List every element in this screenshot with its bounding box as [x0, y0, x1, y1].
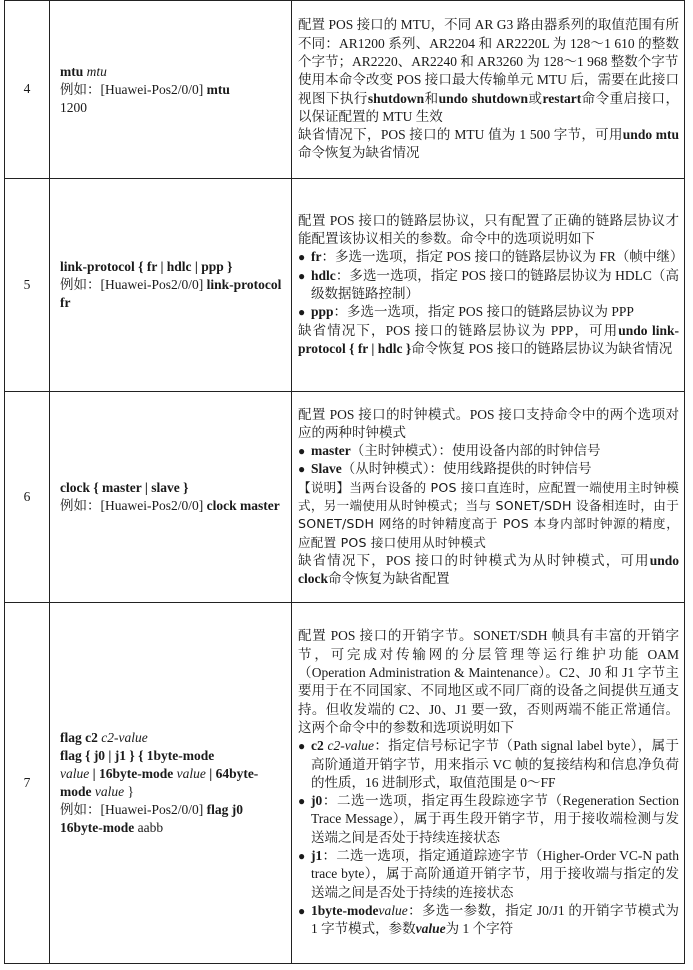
option-text: ：二选一选项，指定再生段踪迹字节（Regeneration Section Trace Message），属于再生段开销字节，用于接收端检测与发送端之间是否处于持续连接状态: [311, 793, 679, 845]
inline-command: undo clock: [298, 552, 679, 587]
text-run: 和: [424, 90, 439, 106]
example-prefix: 例如：[Huawei-Pos2/0/0]: [60, 277, 204, 292]
list-item: [298, 442, 679, 460]
table-row: [5, 603, 685, 964]
row-number: 5: [5, 179, 50, 392]
command-table: [4, 0, 685, 964]
list-item: [298, 303, 679, 321]
option-key: j1: [311, 848, 323, 864]
command-keyword: | 16byte-mode: [89, 766, 177, 781]
option-text: 为 1 个字符: [445, 921, 514, 937]
option-list: [298, 737, 679, 938]
description-paragraph: [298, 552, 679, 589]
list-item: [298, 267, 679, 304]
command-keyword: mtu: [60, 63, 84, 79]
bullet-icon: ●: [298, 250, 306, 265]
text-run: 或: [528, 90, 543, 106]
description-paragraph: [298, 322, 679, 359]
text-run: 命令恢复为缺省情况: [298, 145, 420, 161]
list-item: [298, 902, 679, 939]
option-key: c2: [311, 738, 324, 754]
example-command: clock master: [206, 498, 280, 513]
inline-command: restart: [542, 90, 582, 106]
option-text: ：多选一参数，指定 J0/J1 的开销字节模式为 1 字节模式，参数: [311, 902, 679, 937]
command-cell: [50, 179, 292, 392]
example-command: flag j0 16byte-mode: [60, 802, 243, 835]
command-keyword: flag { j0 | j1 } { 1byte-mode: [60, 748, 215, 763]
inline-command: undo shutdown: [438, 90, 529, 106]
row-number: 4: [5, 1, 50, 179]
list-item: [298, 248, 684, 266]
example-prefix: 例如：[Huawei-Pos2/0/0]: [60, 498, 204, 513]
description-paragraph: 配置 POS 接口的时钟模式。POS 接口支持命令中的两个选项对应的两种时钟模式: [298, 406, 679, 440]
option-text: ：多选一选项，指定 POS 接口的链路层协议为 PPP: [333, 304, 634, 320]
option-key: j0: [311, 793, 323, 809]
text-run: 缺省情况下，POS 接口的 MTU 值为 1 500 字节，可用: [298, 127, 623, 143]
command-keyword: | 64byte-: [205, 766, 259, 781]
command-keyword: flag c2: [60, 730, 98, 745]
text-run: 缺省情况下，POS 接口的链路层协议为 PPP，可用: [298, 322, 619, 338]
example-prefix: 例如：[Huawei-Pos2/0/0]: [60, 81, 204, 97]
description-cell: [292, 179, 685, 392]
option-text: （主时钟模式）：使用设备内部的时钟信号: [350, 443, 601, 459]
bullet-icon: ●: [298, 794, 306, 809]
option-text: ：多选一选项，指定 POS 接口的链路层协议为 HDLC（高级数据链路控制）: [311, 267, 679, 301]
table-row: [5, 1, 685, 179]
list-item: [298, 847, 679, 902]
description-cell: [292, 603, 685, 964]
inline-command: undo mtu: [622, 127, 680, 143]
option-text: ：多选一选项，指定 POS 接口的链路层协议为 FR（帧中继）: [321, 249, 684, 265]
option-key: 1byte-mode: [311, 902, 379, 918]
option-key: hdlc: [311, 267, 336, 283]
text-run: 命令重启接口，以保证配置的 MTU 生效: [298, 90, 680, 124]
bullet-icon: ●: [298, 305, 306, 320]
command-keyword: mode: [60, 784, 95, 799]
text-run: 命令恢复为缺省配置: [328, 571, 450, 587]
table-row: [5, 392, 685, 603]
command-keyword: }: [124, 784, 134, 799]
example-value: 1200: [60, 99, 87, 115]
option-param: value: [378, 902, 408, 918]
row-number: 7: [5, 603, 50, 964]
option-key: fr: [311, 249, 322, 265]
table-row: [5, 179, 685, 392]
command-keyword: link-protocol { fr | hdlc | ppp }: [60, 259, 233, 274]
description-cell: [292, 1, 685, 179]
bullet-icon: ●: [298, 444, 306, 459]
command-param: value: [176, 766, 206, 781]
option-param: c2-value: [327, 738, 374, 754]
option-text: ：二选一选项，指定通道踪迹字节（Higher-Order VC-N path trace byte），属于高阶通道开销字节，用于接收端与指定的发送端之间是否处于持续的连接状态: [311, 848, 679, 900]
example-value: aabb: [137, 820, 164, 835]
text-run: 使用本命令改变 POS 接口最大传输单元 MTU 后，需要在此接口视图下执行: [298, 72, 679, 106]
command-cell: [50, 603, 292, 964]
option-key: Slave: [311, 461, 342, 477]
bullet-icon: ●: [298, 739, 306, 754]
bullet-icon: ●: [298, 903, 306, 918]
row-number: 6: [5, 392, 50, 603]
bullet-icon: ●: [298, 268, 306, 283]
command-param: mtu: [86, 63, 107, 79]
command-keyword: clock { master | slave }: [60, 480, 189, 495]
option-param: value: [415, 921, 446, 937]
list-item: [298, 792, 679, 847]
option-list: [298, 248, 684, 321]
description-paragraph: [298, 126, 679, 163]
description-paragraph: 配置 POS 接口的链路层协议，只有配置了正确的链路层协议才能配置该协议相关的参数。命令中的选项说明如下: [298, 212, 679, 247]
option-key: ppp: [311, 304, 334, 320]
list-item: [298, 460, 679, 478]
command-param: c2-value: [101, 730, 148, 745]
option-key: master: [311, 443, 351, 459]
option-text: ：指定信号标记字节（Path signal label byte），属于高阶通道开销字节，用来指示 VC 帧的复接结构和信息净负荷的性质，16 进制形式，取值范围是 0～FF: [311, 738, 679, 790]
inline-command: shutdown: [367, 90, 425, 106]
inline-command: undo link-protocol { fr | hdlc }: [298, 322, 679, 356]
text-run: 缺省情况下，POS 接口的时钟模式为从时钟模式，可用: [298, 552, 650, 568]
bullet-icon: ●: [298, 462, 306, 477]
description-paragraph: 配置 POS 接口的开销字节。SONET/SDH 帧具有丰富的开销字节，可完成对传输网的分层管理等运行维护功能 OAM（Operation Administration & Maintenance）。C2、J0 和 J1 字节主要用于在不同国家、不同地区或不同厂商的设备之间提供互通支持。但收发端的 C2、J0、J1 要一致，否则两端不能正常通信。这两个命令中的参数和选项说明如下: [298, 628, 679, 735]
description-paragraph: [298, 71, 679, 126]
command-cell: [50, 392, 292, 603]
example-command: link-protocol fr: [60, 277, 282, 310]
list-item: [298, 737, 679, 792]
command-param: value: [94, 784, 125, 799]
text-run: 命令恢复 POS 接口的链路层协议为缺省情况: [411, 340, 673, 356]
bullet-icon: ●: [298, 849, 306, 864]
command-cell: [50, 1, 292, 179]
example-prefix: 例如：[Huawei-Pos2/0/0]: [60, 802, 204, 817]
option-list: [298, 442, 679, 479]
command-param: value: [60, 766, 90, 781]
description-paragraph: 配置 POS 接口的 MTU，不同 AR G3 路由器系列的取值范围有所不同：AR1200 系列、AR2204 和 AR2220L 为 128～1 610 的整数个字节；AR2220、AR2240 和 AR3260 为 128～1 968 整数个字节: [298, 17, 679, 69]
example-command: mtu: [206, 81, 230, 97]
description-cell: [292, 392, 685, 603]
note-paragraph: 【说明】当两台设备的 POS 接口直连时，应配置一端使用主时钟模式，另一端使用从时钟模式；当与 SONET/SDH 设备相连时，由于 SONET/SDH 网络的时钟精度高于 POS 本身内部时钟源的精度，应配置 POS 接口使用从时钟模式: [298, 479, 679, 550]
option-text: （从时钟模式）：使用线路提供的时钟信号: [341, 461, 592, 477]
